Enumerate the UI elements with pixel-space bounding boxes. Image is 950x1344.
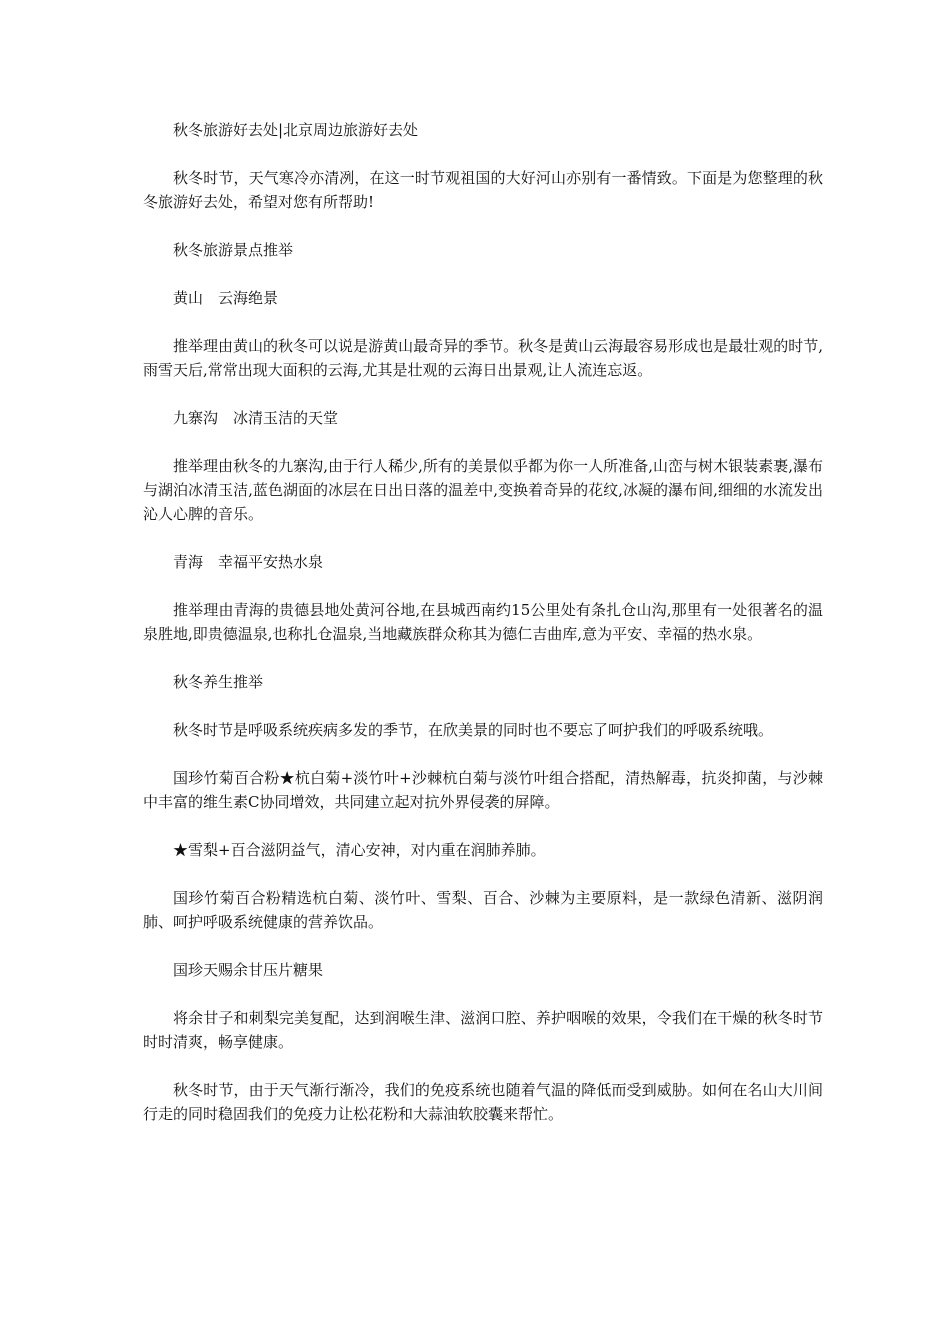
section-heading-health: 秋冬养生推举 xyxy=(173,673,264,691)
subheading-huangshan: 黄山 云海绝景 xyxy=(173,289,279,307)
paragraph-product-description: 国珍竹菊百合粉精选杭白菊、淡竹叶、雪梨、百合、沙棘为主要原料，是一款绿色清新、滋阴润肺、呵护呼吸系统健康的营养饮品。 xyxy=(143,889,823,931)
paragraph-candy: 将余甘子和刺梨完美复配，达到润喉生津、滋润口腔、养护咽喉的效果，令我们在干燥的秋冬时节时时清爽，畅享健康。 xyxy=(143,1009,823,1051)
paragraph-product-ingredients-1: 国珍竹菊百合粉★杭白菊+淡竹叶+沙棘杭白菊与淡竹叶组合搭配，清热解毒，抗炎抑菌，与沙棘中丰富的维生素C协同增效，共同建立起对抗外界侵袭的屏障。 xyxy=(143,769,823,811)
subheading-qinghai: 青海 幸福平安热水泉 xyxy=(173,553,324,571)
paragraph-huangshan: 推举理由黄山的秋冬可以说是游黄山最奇异的季节。秋冬是黄山云海最容易形成也是最壮观的时节,雨雪天后,常常出现大面积的云海,尤其是壮观的云海日出景观,让人流连忘返。 xyxy=(143,337,823,379)
paragraph-product-ingredients-2: ★雪梨+百合滋阴益气，清心安神，对内重在润肺养肺。 xyxy=(173,841,546,859)
subheading-jiuzhaigou: 九寨沟 冰清玉洁的天堂 xyxy=(173,409,339,427)
subheading-candy: 国珍天赐余甘压片糖果 xyxy=(173,961,324,979)
intro-paragraph: 秋冬时节，天气寒冷亦清冽，在这一时节观祖国的大好河山亦别有一番情致。下面是为您整理的秋冬旅游好去处，希望对您有所帮助! xyxy=(143,169,823,211)
paragraph-qinghai: 推举理由青海的贵德县地处黄河谷地,在县城西南约15公里处有条扎仓山沟,那里有一处很著名的温泉胜地,即贵德温泉,也称扎仓温泉,当地藏族群众称其为德仁吉曲库,意为平安、幸福的热水泉。 xyxy=(143,601,823,643)
document-body xyxy=(143,118,823,1150)
paragraph-jiuzhaigou: 推举理由秋冬的九寨沟,由于行人稀少,所有的美景似乎都为你一人所准备,山峦与树木银装素裹,瀑布与湖泊冰清玉洁,蓝色湖面的冰层在日出日落的温差中,变换着奇异的花纹,冰凝的瀑布间,细细的水流发出沁人心脾的音乐。 xyxy=(143,457,823,523)
document-title: 秋冬旅游好去处|北京周边旅游好去处 xyxy=(173,121,419,139)
paragraph-immunity: 秋冬时节，由于天气渐行渐冷，我们的免疫系统也随着气温的降低而受到威胁。如何在名山大川间行走的同时稳固我们的免疫力让松花粉和大蒜油软胶囊来帮忙。 xyxy=(143,1081,823,1123)
paragraph-respiratory: 秋冬时节是呼吸系统疾病多发的季节，在欣美景的同时也不要忘了呵护我们的呼吸系统哦。 xyxy=(173,721,774,739)
section-heading-travel: 秋冬旅游景点推举 xyxy=(173,241,294,259)
